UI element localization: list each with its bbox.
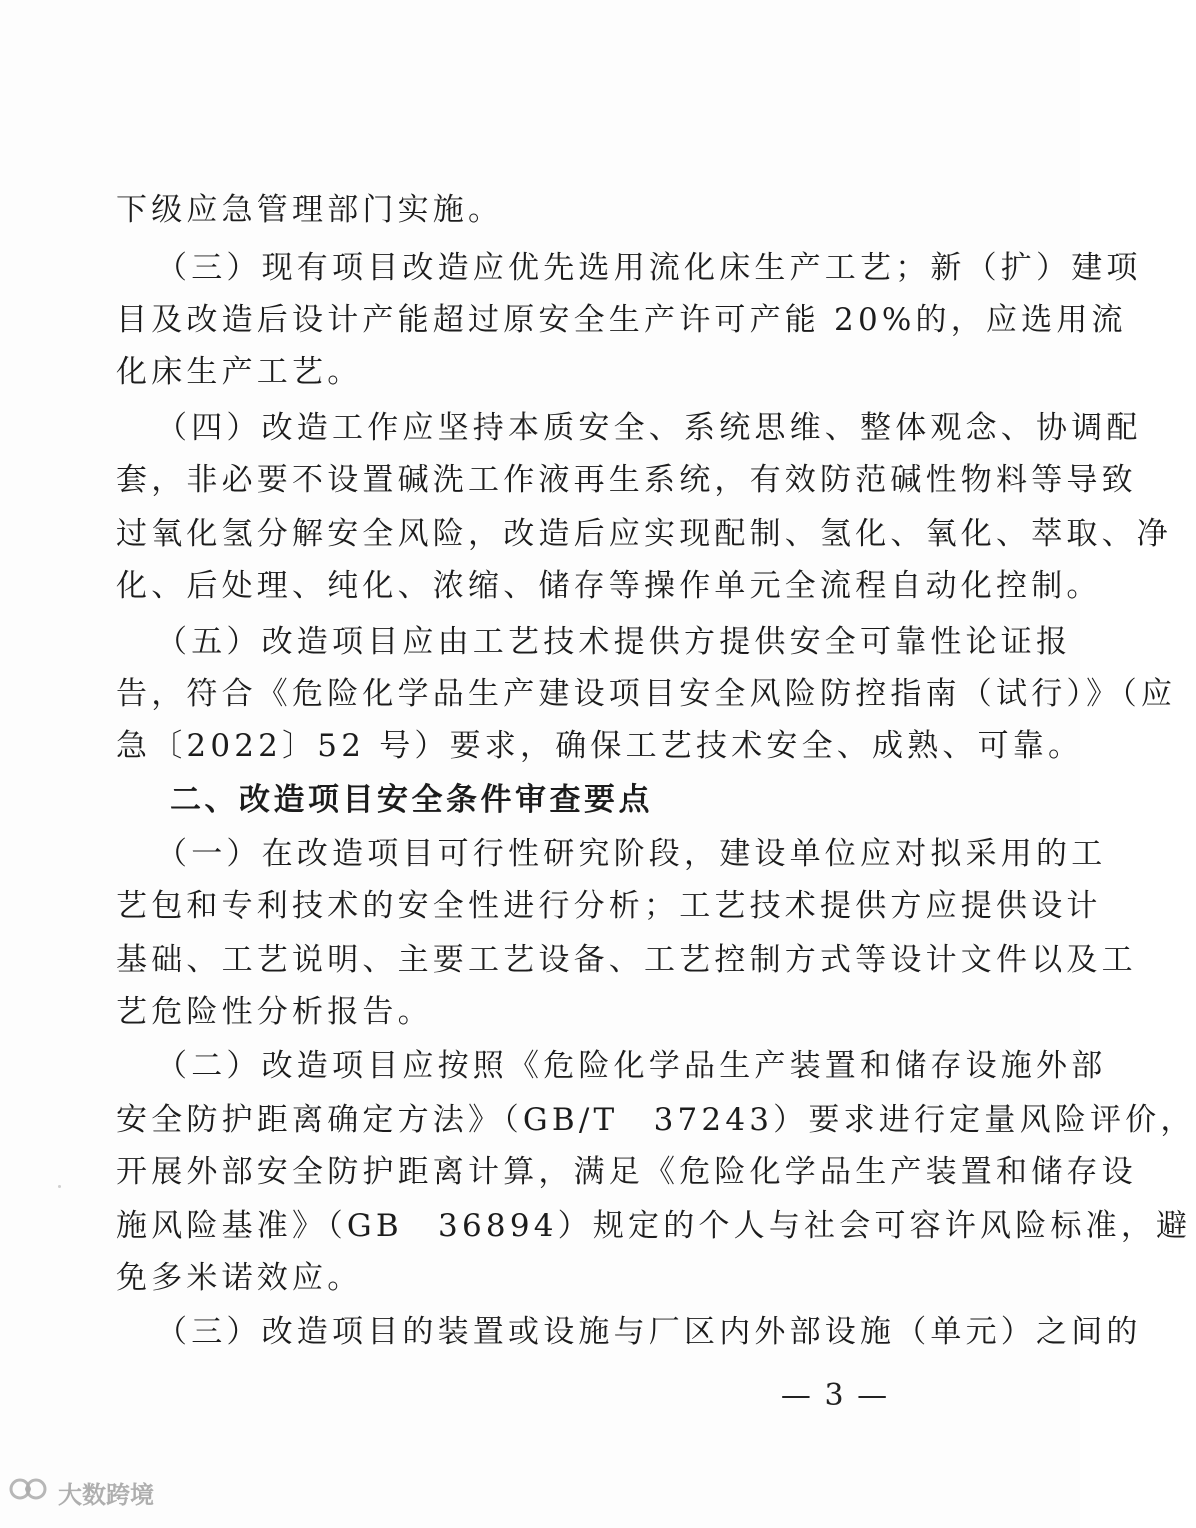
- scan-speck: [58, 1185, 61, 1188]
- text-line: 免多米诺效应。: [116, 1260, 363, 1296]
- text-line: （五）改造项目应由工艺技术提供方提供安全可靠性论证报: [156, 624, 1072, 660]
- text-line: 化床生产工艺。: [116, 354, 363, 390]
- text-line: 艺包和专利技术的安全性进行分析；工艺技术提供方应提供设计: [116, 888, 1102, 924]
- text-line: 套，非必要不设置碱洗工作液再生系统，有效防范碱性物料等导致: [116, 462, 1137, 498]
- logo-icon: [8, 1473, 52, 1511]
- watermark: [8, 1470, 154, 1514]
- page-number: — 3 —: [780, 1378, 890, 1413]
- text-line: 化、后处理、纯化、浓缩、储存等操作单元全流程自动化控制。: [116, 568, 1102, 604]
- text-line: 施风险基准》（GB 36894）规定的个人与社会可容许风险标准，避: [116, 1208, 1192, 1244]
- section-heading: 二、改造项目安全条件审查要点: [170, 782, 653, 818]
- text-line: 安全防护距离确定方法》（GB/T 37243）要求进行定量风险评价，: [116, 1102, 1196, 1138]
- text-line: 急〔2022〕52 号）要求，确保工艺技术安全、成熟、可靠。: [116, 728, 1084, 764]
- text-line: 告，符合《危险化学品生产建设项目安全风险防控指南（试行）》（应: [116, 676, 1177, 712]
- text-line: （三）改造项目的装置或设施与厂区内外部设施（单元）之间的: [156, 1314, 1142, 1350]
- text-line: （四）改造工作应坚持本质安全、系统思维、整体观念、协调配: [156, 410, 1142, 446]
- text-line: 目及改造后设计产能超过原安全生产许可产能 20%的，应选用流: [116, 302, 1127, 338]
- text-line: （二）改造项目应按照《危险化学品生产装置和储存设施外部: [156, 1048, 1107, 1084]
- text-line: 过氧化氢分解安全风险，改造后应实现配制、氢化、氧化、萃取、净: [116, 516, 1172, 552]
- watermark-text: 大数跨境: [58, 1480, 154, 1509]
- text-line: （一）在改造项目可行性研究阶段，建设单位应对拟采用的工: [156, 836, 1107, 872]
- text-line: 下级应急管理部门实施。: [116, 192, 504, 228]
- text-line: 艺危险性分析报告。: [116, 994, 433, 1030]
- text-line: 基础、工艺说明、主要工艺设备、工艺控制方式等设计文件以及工: [116, 942, 1137, 978]
- text-line: 开展外部安全防护距离计算，满足《危险化学品生产装置和储存设: [116, 1154, 1137, 1190]
- text-line: （三）现有项目改造应优先选用流化床生产工艺；新（扩）建项: [156, 250, 1142, 286]
